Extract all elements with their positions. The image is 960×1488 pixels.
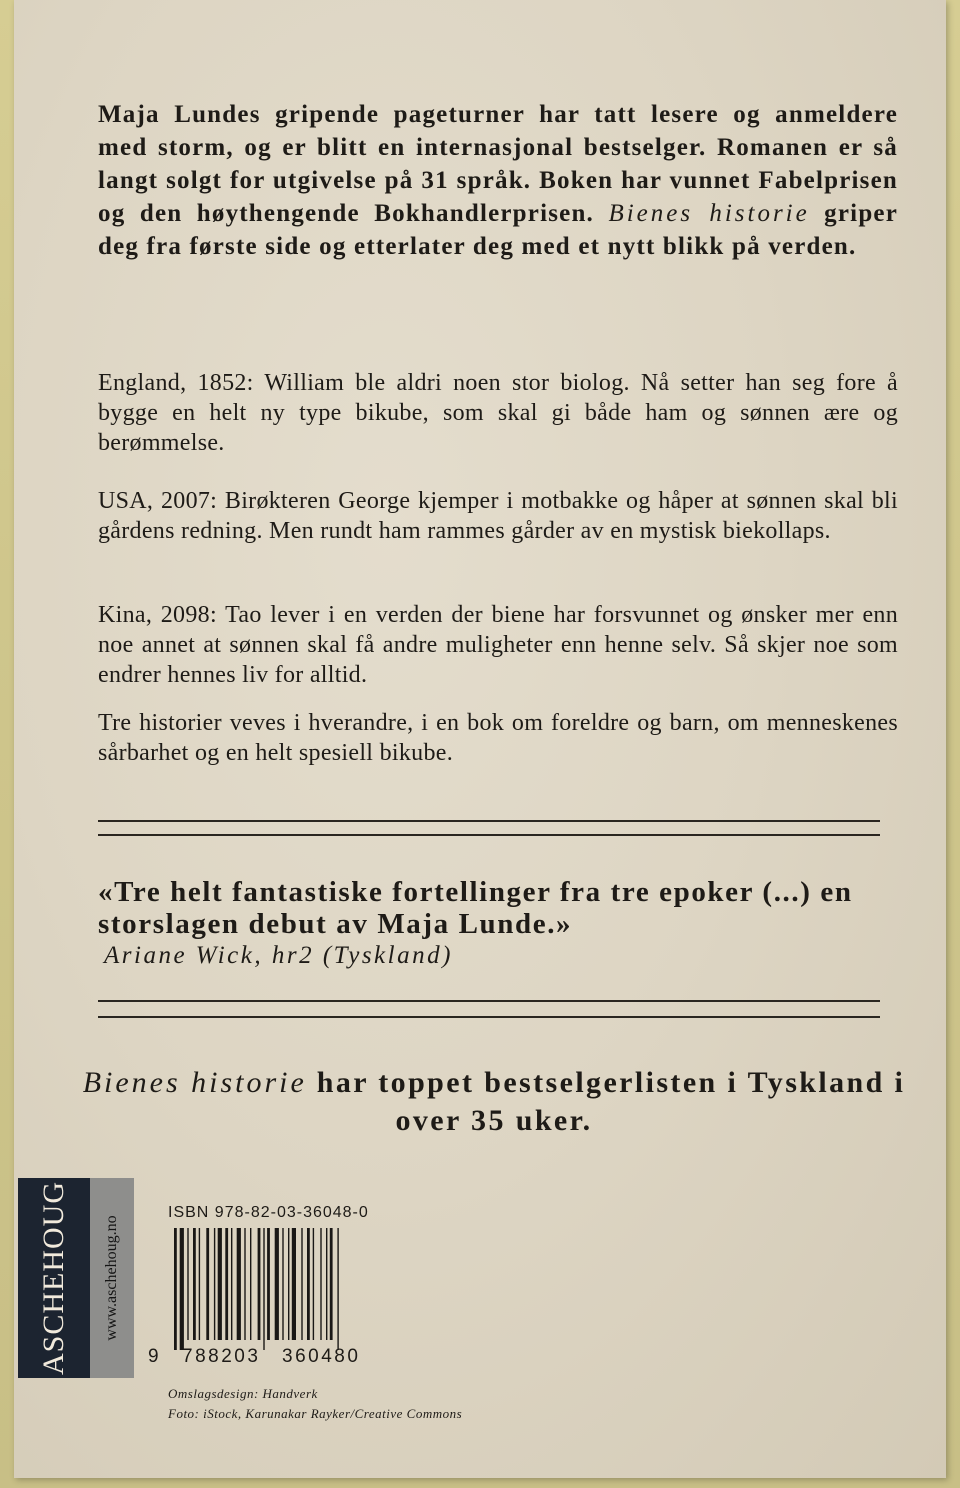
barcode-bar: [330, 1228, 333, 1340]
barcode-bar: [231, 1228, 232, 1340]
blurb-book-title: Bienes historie: [608, 200, 810, 227]
barcode-bar: [301, 1228, 302, 1340]
review-source: Ariane Wick, hr2 (Tyskland): [104, 942, 453, 969]
story-kina: Kina, 2098: Tao lever i en verden der biene har forsvunnet og ønsker mer enn noe annet at sønnen skal få andre muligheter enn henne selv. Så skjer noe som endrer hennes liv for alltid.: [98, 602, 898, 688]
story-usa: USA, 2007: Birøkteren George kjemper i motbakke og håper at sønnen skal bli gårdens redning. Men rundt ham rammes gårder av en mystisk biekollaps.: [98, 488, 898, 544]
story-summary: Tre historier veves i hverandre, i en bok om foreldre og barn, om menneskenes sårbarhet og en helt spesiell bikube.: [98, 710, 898, 766]
divider-line: [98, 820, 880, 822]
divider-line: [98, 1016, 880, 1018]
barcode-bar: [263, 1228, 264, 1350]
isbn-label: ISBN 978-82-03-36048-0: [168, 1204, 369, 1221]
isbn-digits-right: 360480: [282, 1346, 361, 1367]
publisher-url: www.aschehoug.no: [103, 1215, 120, 1341]
barcode-bar: [326, 1228, 327, 1340]
publisher-url-strip: [90, 1178, 134, 1378]
barcode-bar: [307, 1228, 310, 1340]
barcode-bar: [199, 1228, 200, 1340]
barcode-bar: [258, 1228, 261, 1340]
barcode-bar: [244, 1228, 245, 1340]
barcode-bar: [250, 1228, 251, 1340]
barcode-bar: [267, 1228, 270, 1340]
divider-line: [98, 1000, 880, 1002]
barcode-bar: [174, 1228, 177, 1350]
barcode-bar: [292, 1228, 296, 1340]
review-quote: «Tre helt fantastiske fortellinger fra tre epoker (...) en storslagen debut av Maja Lunde.»: [98, 876, 853, 940]
barcode-bar: [180, 1228, 184, 1350]
bestseller-book-title: Bienes historie: [82, 1066, 307, 1099]
blurb-text: Maja Lundes gripende pageturner har tatt lesere og anmeldere med storm, og er blitt en internasjonal bestselger. Romanen er så langt solgt for utgivelse på 31 språk. Boken har vunnet Fabelprisen og den høythengende Bokhandlerprisen.: [98, 101, 898, 227]
barcode-bar: [313, 1228, 314, 1340]
story-england: England, 1852: William ble aldri noen stor biolog. Nå setter han seg fore å bygge en helt ny type bikube, som skal gi både ham og sønnen ære og berømmelse.: [98, 370, 898, 456]
barcode-bar: [193, 1228, 196, 1340]
divider-line: [98, 834, 880, 836]
isbn-digit-prefix: 9: [148, 1346, 159, 1367]
barcode-bar: [288, 1228, 289, 1340]
barcode-bar: [337, 1228, 338, 1350]
bestseller-statement: [74, 1064, 914, 1140]
barcode-bar: [320, 1228, 321, 1340]
barcode-bar: [214, 1228, 215, 1340]
barcode: [170, 1228, 392, 1350]
barcode-bar: [218, 1228, 222, 1340]
barcode-bar: [187, 1228, 188, 1340]
credit-design: Omslagsdesign: Handverk: [168, 1386, 318, 1401]
publisher-logo: [18, 1178, 90, 1378]
barcode-bar: [237, 1228, 241, 1340]
barcode-bar: [225, 1228, 228, 1340]
bestseller-text: har toppet bestselgerlisten i Tyskland i over 35 uker.: [316, 1066, 906, 1137]
blurb-text-end: griper deg fra første side og etterlater deg med et nytt blikk på verden.: [98, 200, 899, 260]
barcode-bar: [282, 1228, 283, 1340]
barcode-bar: [206, 1228, 209, 1340]
isbn-digits-left: 788203: [182, 1346, 261, 1367]
barcode-bar: [275, 1228, 279, 1340]
blurb-paragraph: [98, 98, 898, 263]
credit-photo: Foto: iStock, Karunakar Rayker/Creative Commons: [168, 1406, 463, 1421]
cover-credits: [168, 1384, 462, 1424]
publisher-logo-text: ASCHEHOUG: [37, 1180, 70, 1376]
book-back-cover: [14, 0, 946, 1478]
